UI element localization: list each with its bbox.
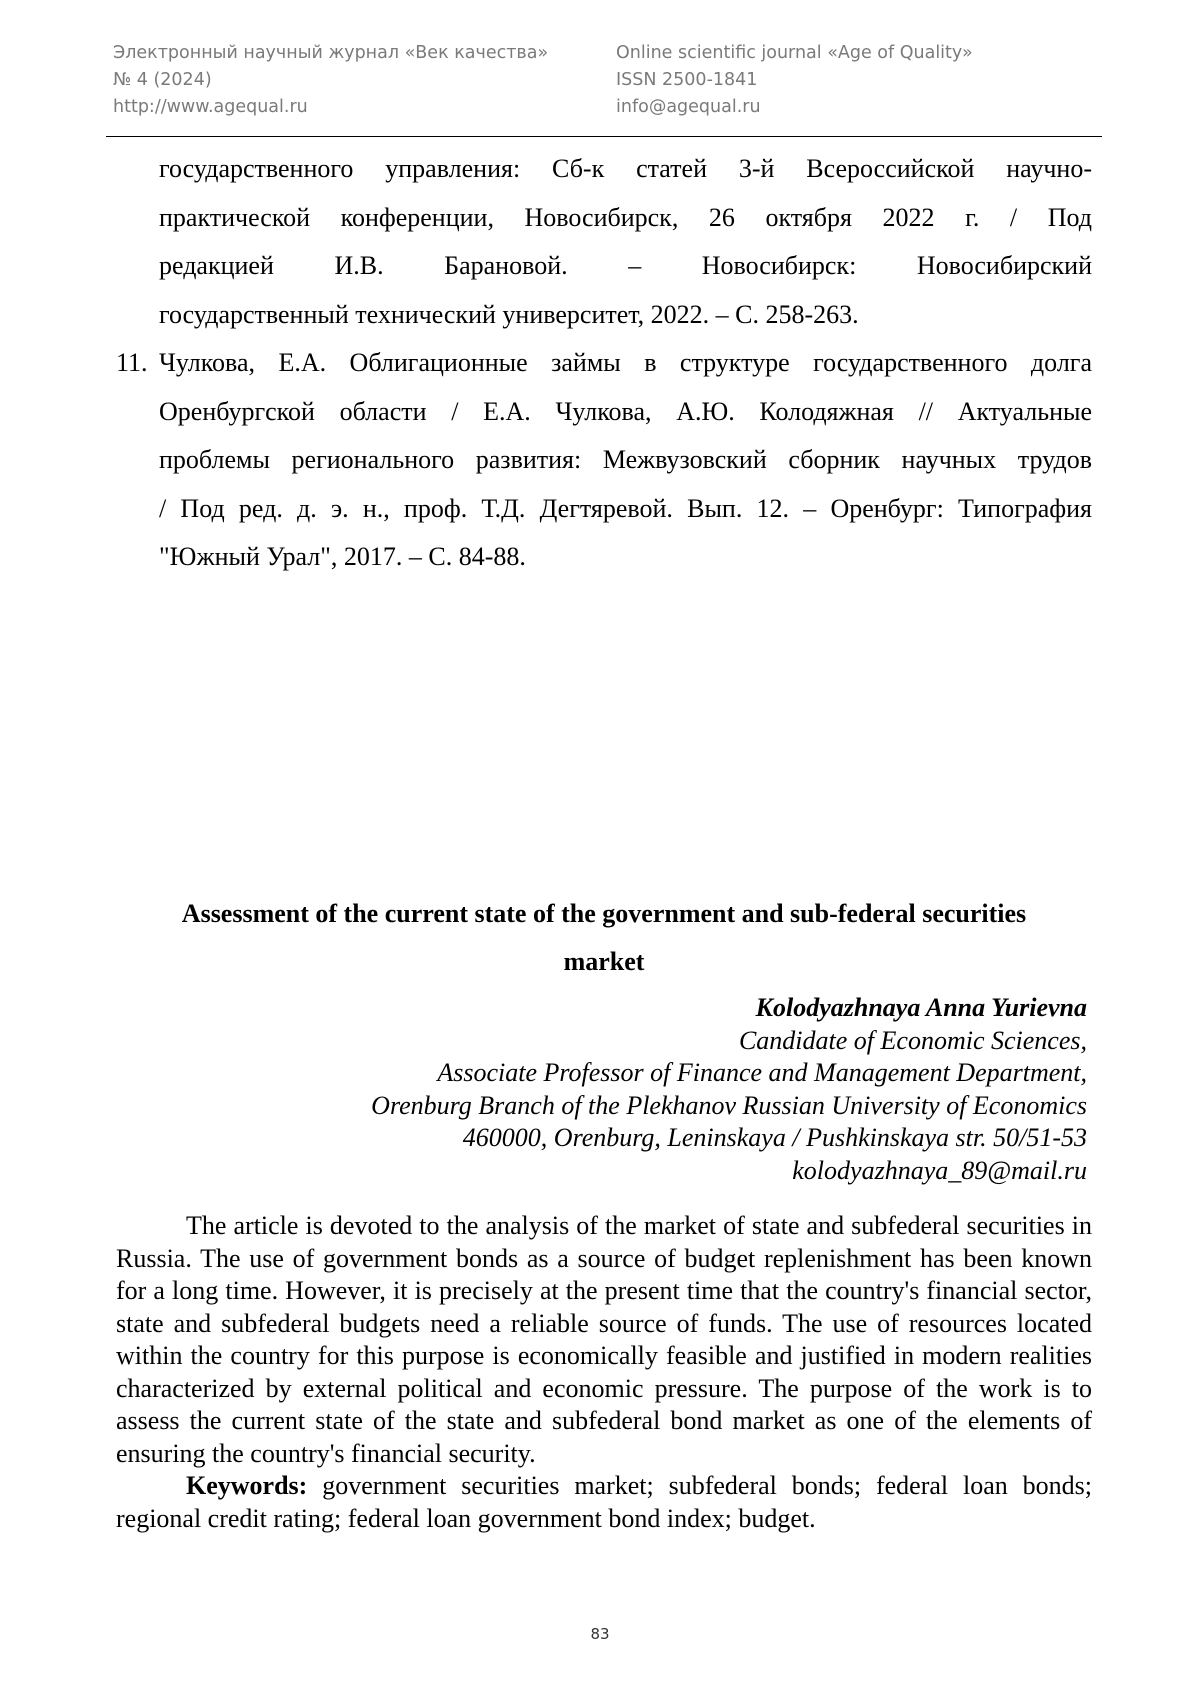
author-name: Kolodyazhnaya Anna Yurievna	[755, 993, 1087, 1022]
issn: ISSN 2500-1841	[616, 70, 758, 90]
author-position: Associate Professor of Finance and Management Department,	[437, 1058, 1087, 1087]
reference-line: государственного управления: Сб-к статей 3-й Всероссийской научно-	[159, 154, 1092, 183]
reference-line: редакцией И.В. Барановой. – Новосибирск: Новосибирский	[159, 251, 1092, 280]
journal-name-en: Online scientific journal «Age of Quality»	[616, 43, 973, 63]
journal-name-ru: Электронный научный журнал «Век качества»	[113, 43, 549, 63]
author-email[interactable]: kolodyazhnaya_89@mail.ru	[792, 1155, 1087, 1185]
header-divider	[106, 136, 1102, 137]
journal-website[interactable]: http://www.agequal.ru	[113, 97, 308, 117]
author-degree: Candidate of Economic Sciences,	[738, 1025, 1087, 1055]
author-address: 460000, Orenburg, Leninskaya / Pushkinskaya str. 50/51-53	[462, 1123, 1087, 1152]
keywords-paragraph	[116, 1470, 1092, 1535]
reference-line: "Южный Урал", 2017. – С. 84-88.	[159, 542, 526, 571]
issue-number: № 4 (2024)	[113, 70, 212, 90]
page-header	[113, 40, 1087, 125]
article-title	[116, 890, 1092, 986]
reference-line: государственный технический университет, 2022. – С. 258-263.	[159, 299, 859, 329]
keywords-list: government securities market; subfederal bonds; federal loan bonds; regional credit rating; federal loan government bond index; budget.	[116, 1471, 1092, 1533]
author-affiliation: Orenburg Branch of the Plekhanov Russian University of Economics	[371, 1090, 1087, 1120]
reference-number: 11.	[116, 348, 148, 377]
reference-list	[116, 145, 1092, 582]
reference-line: проблемы регионального развития: Межвузовский сборник научных трудов	[159, 445, 1092, 474]
abstract	[116, 1210, 1092, 1535]
reference-line: / Под ред. д. э. н., проф. Т.Д. Дегтяревой. Вып. 12. – Оренбург: Типография	[159, 493, 1092, 523]
keywords-label: Keywords:	[186, 1471, 308, 1500]
title-line: Assessment of the current state of the government and sub-federal securities	[181, 899, 1027, 928]
header-right	[616, 40, 973, 121]
reference-line: практической конференции, Новосибирск, 26 октября 2022 г. / Под	[159, 202, 1092, 232]
reference-item-11	[116, 339, 1092, 388]
abstract-text: The article is devoted to the analysis of the market of state and subfederal securities in Russia. The use of government bonds as a source of budget replenishment has been known for a long time. However, it is precisely at the present time that the country's financial sector, state and subfederal budgets need a reliable source of funds. The use of resources located within the country for this purpose is economically feasible and justified in modern realities characterized by external political and economic pressure. The purpose of the work is to assess the current state of the state and subfederal bond market as one of the elements of ensuring the country's financial security.	[116, 1211, 1092, 1468]
journal-email[interactable]: info@agequal.ru	[616, 97, 761, 117]
author-block	[371, 992, 1087, 1187]
header-left	[113, 40, 548, 121]
title-line: market	[563, 947, 645, 976]
page-number: 83	[590, 1625, 610, 1643]
reference-line: Чулкова, Е.А. Облигационные займы в структуре государственного долга	[159, 348, 1092, 377]
reference-line: Оренбургской области / Е.А. Чулкова, А.Ю. Колодяжная // Актуальные	[159, 396, 1092, 426]
